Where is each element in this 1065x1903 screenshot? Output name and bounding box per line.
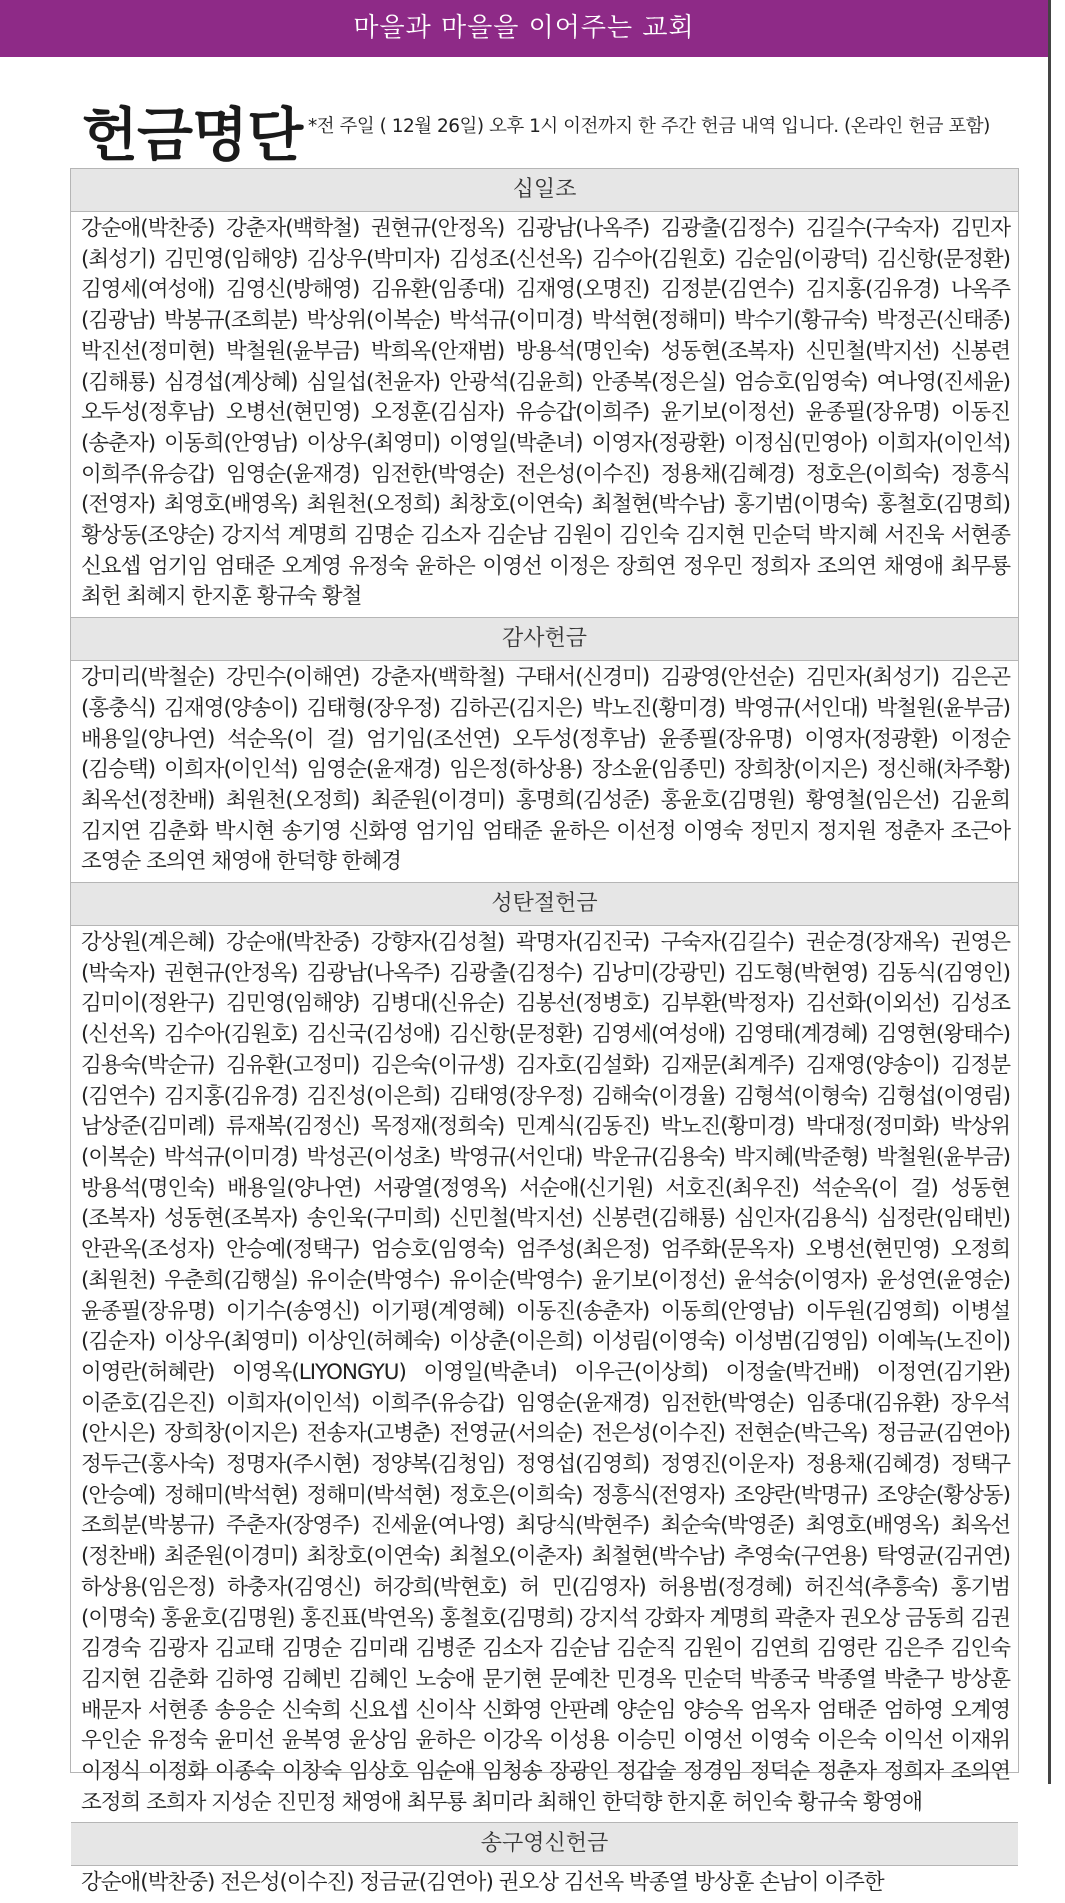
section-header-thanksgiving: 감사헌금: [71, 617, 1018, 661]
offering-list-table: [70, 168, 1019, 1896]
section-names-new-year: 강순애(박찬중) 전은성(이수진) 정금균(김연아) 권오상 김선옥 박종열 방상훈 손남이 이주한: [81, 1870, 884, 1896]
section-names-tithe: 강순애(박찬중) 강춘자(백학철) 권현규(안정옥) 김광남(나옥주) 김광출(김정수) 김길수(구숙자) 김민자(최성기) 김민영(임해양) 김상우(박미자) 김성조(신선옥) 김수아(김원호) 김순임(이광덕) 김신항(문정환) 김영세(여성애) 김영신(방해영) 김유환(임종대) 김재영(오명진) 김정분(김연수) 김지홍(김유경) 나옥주(김광남) 박봉규(조희분) 박상위(이복순) 박석규(이미경) 박석현(정해미) 박수기(황규숙) 박정곤(신태종) 박진선(정미현) 박철원(윤부금) 박희옥(안재범) 방용석(명인숙) 성동현(조복자) 신민철(박지선) 신봉련(김해룡) 심경섭(계상혜) 심일섭(천윤자) 안광석(김윤희) 안종복(정은실) 엄승호(임영숙) 여나영(진세윤) 오두성(정후남) 오병선(현민영) 오정훈(김심자) 유승갑(이희주) 윤기보(이정선) 윤종필(장유명) 이동진(송춘자) 이동희(안영남) 이상우(최영미) 이영일(박춘녀) 이영자(정광환) 이정심(민영아) 이희자(이인석) 이희주(유승갑) 임영순(윤재경) 임전한(박영순) 전은성(이수진) 정용채(김혜경) 정호은(이희숙) 정흥식(전영자) 최영호(배영옥) 최원천(오정희) 최창호(이연숙) 최철현(박수남) 홍기범(이명숙) 홍철호(김명희) 황상동(조양순) 강지석 계명희 김명순 김소자 김순남 김원이 김인숙 김지현 민순덕 박지혜 서진욱 서현종 신요셉 엄기임 엄태준 오계영 유정숙 윤하은 이영선 이정은 장희연 정우민 정희자 조의연 채영애 최무룡 최헌 최혜지 한지훈 황규숙 황철: [81, 216, 1010, 610]
page-title: 헌금명단: [82, 101, 303, 169]
church-banner: 마을과 마을을 이어주는 교회: [0, 0, 1048, 57]
page-note: *전 주일 ( 12월 26일) 오후 1시 이전까지 한 주간 헌금 내역 입니다. (온라인 헌금 포함): [308, 116, 990, 137]
section-names-christmas: 강상원(계은혜) 강순애(박찬중) 강향자(김성철) 곽명자(김진국) 구숙자(김길수) 권순경(장재옥) 권영은(박숙자) 권현규(안정옥) 김광남(나옥주) 김광출(김정수) 김낭미(강광민) 김도형(박현영) 김동식(김영인) 김미이(정완구) 김민영(임해양) 김병대(신유순) 김봉선(정병호) 김부환(박정자) 김선화(이외선) 김성조(신선옥) 김수아(김원호) 김신국(김성애) 김신항(문정환) 김영세(여성애) 김영태(계경혜) 김영현(왕태수) 김용숙(박순규) 김유환(고정미) 김은숙(이규생) 김자호(김설화) 김재문(최계주) 김재영(양송이) 김정분(김연수) 김지홍(김유경) 김진성(이은희) 김태영(장우정) 김해숙(이경율) 김형석(이형숙) 김형섭(이영림) 남상준(김미례) 류재복(김정신) 목정재(정희숙) 민계식(김동진) 박노진(황미경) 박대정(정미화) 박상위(이복순) 박석규(이미경) 박성곤(이성초) 박영규(서인대) 박운규(김용숙) 박지혜(박준형) 박철원(윤부금) 방용석(명인숙) 배용일(양나연) 서광열(정영옥) 서순애(신기원) 서호진(최우진) 석순옥(이 걸) 성동현(조복자) 성동현(조복자) 송인욱(구미희) 신민철(박지선) 신봉련(김해룡) 심인자(김용식) 심정란(임태빈) 안관옥(조성자) 안승예(정택구) 엄승호(임영숙) 엄주성(최은정) 엄주화(문옥자) 오병선(현민영) 오정희(최원천) 우춘희(김행실) 유이순(박영수) 유이순(박영수) 윤기보(이정선) 윤석숭(이영자) 윤성연(윤영순) 윤종필(장유명) 이기수(송영신) 이기평(계영혜) 이동진(송춘자) 이동희(안영남) 이두원(김영희) 이병설(김순자) 이상우(최영미) 이상인(허혜숙) 이상춘(이은희) 이성림(이영숙) 이성범(김영임) 이예녹(노진이) 이영란(허혜란) 이영옥(LIYONGYU) 이영일(박춘녀) 이우근(이상희) 이정술(박건배) 이정연(김기완) 이준호(김은진) 이희자(이인석) 이희주(유승갑) 임영순(윤재경) 임전한(박영순) 임종대(김유환) 장우석(안시은) 장희창(이지은) 전송자(고병춘) 전영균(서의순) 전은성(이수진) 전현순(박근옥) 정금균(김연아) 정두근(홍사숙) 정명자(주시현) 정양복(김청임) 정영섭(김영희) 정영진(이운자) 정용채(김혜경) 정택구(안승예) 정해미(박석현) 정해미(박석현) 정호은(이희숙) 정흥식(전영자) 조양란(박명규) 조양순(황상동) 조희분(박봉규) 주춘자(장영주) 진세윤(여나영) 최당식(박현주) 최순숙(박영준) 최영호(배영옥) 최옥선(정찬배) 최준원(이경미) 최창호(이연숙) 최철오(이춘자) 최철현(박수남) 추영숙(구연용) 탁영균(김귀연) 하상용(임은정) 하충자(김영신) 허강희(박현호) 허 민(김영자) 허용범(정경혜) 허진석(추흥숙) 홍기범(이명숙) 홍윤호(김명원) 홍진표(박연옥) 홍철호(김명희) 강지석 강화자 계명희 곽춘자 권오상 금동희 김권 김경숙 김광자 김교태 김명순 김미래 김병준 김소자 김순남 김순직 김원이 김연희 김영란 김은주 김인숙 김지현 김춘화 김하영 김혜빈 김혜인 노숭애 문기현 문예찬 민경옥 민순덕 박종국 박종열 박춘구 방상훈 배문자 서현종 송응순 신숙희 신요셉 신이삭 신화영 안판례 양순임 양승옥 엄옥자 엄태준 엄하영 오계영 우인순 유정숙 윤미선 윤복영 윤상임 윤하은 이강옥 이성용 이승민 이영선 이영숙 이은숙 이익선 이재위 이정식 이정화 이종숙 이창숙 임상호 임순애 임청송 장광인 정갑술 정경임 정덕순 정춘자 정희자 조의연 조정희 조희자 지성순 진민정 채영애 최무룡 최미라 최해인 한덕향 한지훈 허인숙 황규숙 황영애: [81, 930, 1010, 1815]
section-header-christmas: 성탄절헌금: [71, 882, 1018, 926]
section-header-tithe: 십일조: [71, 169, 1018, 212]
section-names-thanksgiving: 강미리(박철순) 강민수(이해연) 강춘자(백학철) 구태서(신경미) 김광영(안선순) 김민자(최성기) 김은곤(홍충식) 김재영(양송이) 김태형(장우정) 김하곤(김지은) 박노진(황미경) 박영규(서인대) 박철원(윤부금) 배용일(양나연) 석순옥(이 걸) 엄기임(조선연) 오두성(정후남) 윤종필(장유명) 이영자(정광환) 이정순(김승택) 이희자(이인석) 임영순(윤재경) 임은정(하상용) 장소윤(임종민) 장희창(이지은) 정신해(차주황) 최옥선(정찬배) 최원천(오정희) 최준원(이경미) 홍명희(김성준) 홍윤호(김명원) 황영철(임은선) 김윤희 김지연 김춘화 박시현 송기영 신화영 엄기임 엄태준 윤하은 이선정 이영숙 정민지 정지원 정춘자 조근아 조영순 조의연 채영애 한덕향 한혜경: [81, 665, 1010, 875]
page-edge-rule: [1048, 0, 1051, 1784]
section-header-new-year: 송구영신헌금: [71, 1822, 1018, 1866]
